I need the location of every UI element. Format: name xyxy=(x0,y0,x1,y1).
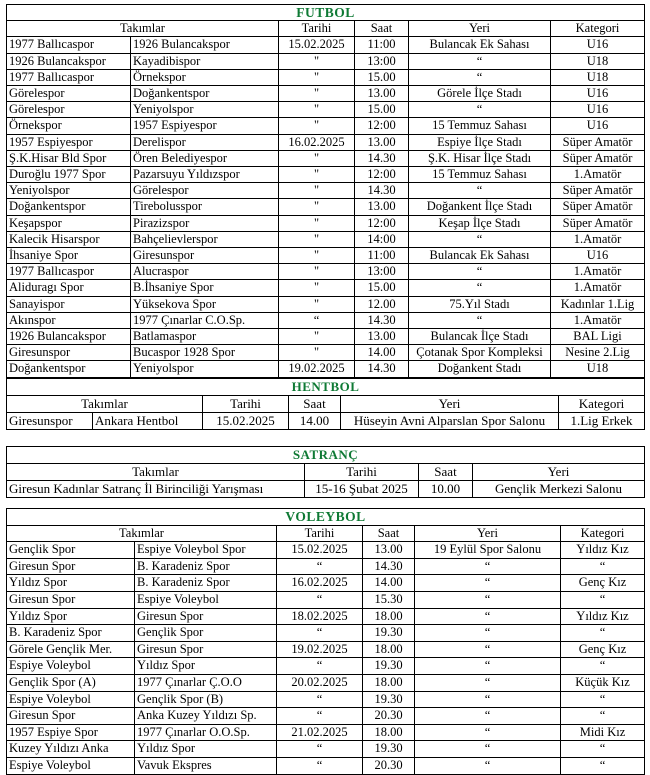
home-team: Örnekspor xyxy=(7,118,131,134)
home-team: Espiye Voleybol xyxy=(7,691,135,708)
venue: Bulancak Ek Sahası xyxy=(409,37,551,53)
away-team: B.İhsaniye Spor xyxy=(131,280,279,296)
match-time: 12:00 xyxy=(355,118,409,134)
venue: “ xyxy=(409,231,551,247)
match-time: 18.00 xyxy=(363,641,415,658)
venue: “ xyxy=(409,69,551,85)
match-time: 20.30 xyxy=(363,757,415,774)
match-date: 21.02.2025 xyxy=(277,724,363,741)
table-row xyxy=(7,199,645,215)
category: U18 xyxy=(551,53,645,69)
match-time: 19.30 xyxy=(363,625,415,642)
match-time: 19.30 xyxy=(363,691,415,708)
category: Genç Kız xyxy=(561,575,645,592)
match-time: 18.00 xyxy=(363,724,415,741)
category: Yıldız Kız xyxy=(561,542,645,559)
away-team: Yıldız Spor xyxy=(135,741,277,758)
match-date: " xyxy=(279,183,355,199)
away-team: Giresun Spor xyxy=(135,608,277,625)
match-time: 12.00 xyxy=(355,296,409,312)
header-category: Kategori xyxy=(559,396,645,413)
home-team: Yeniyolspor xyxy=(7,183,131,199)
venue: Keşap İlçe Stadı xyxy=(409,215,551,231)
match-time: 13.00 xyxy=(355,199,409,215)
home-team: 1926 Bulancakspor xyxy=(7,53,131,69)
away-team: Örnekspor xyxy=(131,69,279,85)
category: U16 xyxy=(551,248,645,264)
away-team: Yüksekova Spor xyxy=(131,296,279,312)
category: “ xyxy=(561,658,645,675)
away-team: Pazarsuyu Yıldızspor xyxy=(131,167,279,183)
category: U16 xyxy=(551,118,645,134)
table-row xyxy=(7,86,645,102)
header-venue: Yeri xyxy=(415,525,561,542)
home-team: Giresunspor xyxy=(7,413,93,430)
venue: Ş.K. Hisar İlçe Stadı xyxy=(409,150,551,166)
table-row xyxy=(7,248,645,264)
home-team: Kuzey Yıldızı Anka xyxy=(7,741,135,758)
category: “ xyxy=(561,691,645,708)
match-time: 14.00 xyxy=(355,345,409,361)
table-row xyxy=(7,215,645,231)
venue: 15 Temmuz Sahası xyxy=(409,167,551,183)
venue: “ xyxy=(409,102,551,118)
match-time: 19.30 xyxy=(363,658,415,675)
category: Süper Amatör xyxy=(551,134,645,150)
home-team: Giresun Spor xyxy=(7,591,135,608)
match-time: 19.30 xyxy=(363,741,415,758)
match-time: 14.00 xyxy=(363,575,415,592)
event-name: Giresun Kadınlar Satranç İl Birinciliği Yarışması xyxy=(7,481,305,498)
table-row xyxy=(7,118,645,134)
match-time: 14.30 xyxy=(363,558,415,575)
table-row xyxy=(7,625,645,642)
match-time: 14.30 xyxy=(355,312,409,328)
match-date: “ xyxy=(277,658,363,675)
away-team: Yıldız Spor xyxy=(135,658,277,675)
match-time: 12:00 xyxy=(355,167,409,183)
venue: Espiye İlçe Stadı xyxy=(409,134,551,150)
table-row xyxy=(7,329,645,345)
match-time: 15.00 xyxy=(355,69,409,85)
table-row xyxy=(7,542,645,559)
away-team: Pirazizspor xyxy=(131,215,279,231)
header-teams: Takımlar xyxy=(7,525,277,542)
home-team: Akınspor xyxy=(7,312,131,328)
match-time: 13:00 xyxy=(355,53,409,69)
header-date: Tarihi xyxy=(279,21,355,37)
table-row xyxy=(7,674,645,691)
match-date: " xyxy=(279,86,355,102)
venue: 75.Yıl Stadı xyxy=(409,296,551,312)
category: 1.Amatör xyxy=(551,280,645,296)
header-category: Kategori xyxy=(551,21,645,37)
category: 1.Lig Erkek xyxy=(559,413,645,430)
home-team: 1957 Espiyespor xyxy=(7,134,131,150)
match-date: 16.02.2025 xyxy=(279,134,355,150)
venue: Bulancak Ek Sahası xyxy=(409,248,551,264)
home-team: Giresunspor xyxy=(7,345,131,361)
category: “ xyxy=(561,708,645,725)
venue: “ xyxy=(415,708,561,725)
match-date: " xyxy=(279,264,355,280)
home-team: Görele Gençlik Mer. xyxy=(7,641,135,658)
venue: “ xyxy=(409,280,551,296)
header-date: Tarihi xyxy=(203,396,289,413)
category: U16 xyxy=(551,37,645,53)
table-row xyxy=(7,102,645,118)
away-team: Espiye Voleybol Spor xyxy=(135,542,277,559)
venue: “ xyxy=(415,674,561,691)
venue: Doğankent Stadı xyxy=(409,361,551,377)
table-row xyxy=(7,69,645,85)
header-date: Tarihi xyxy=(305,464,419,481)
home-team: İhsaniye Spor xyxy=(7,248,131,264)
table-row xyxy=(7,183,645,199)
header-teams: Takımlar xyxy=(7,396,203,413)
category: BAL Ligi xyxy=(551,329,645,345)
category: “ xyxy=(561,625,645,642)
away-team: Doğankentspor xyxy=(131,86,279,102)
table-row xyxy=(7,134,645,150)
match-date: " xyxy=(279,280,355,296)
header-time: Saat xyxy=(289,396,341,413)
home-team: Görelespor xyxy=(7,86,131,102)
home-team: 1926 Bulancakspor xyxy=(7,329,131,345)
voleybol-header-row xyxy=(7,525,645,542)
match-date: " xyxy=(279,296,355,312)
away-team: Alucraspor xyxy=(131,264,279,280)
category: Genç Kız xyxy=(561,641,645,658)
away-team: 1977 Çınarlar C.O.Sp. xyxy=(131,312,279,328)
match-time: 20.30 xyxy=(363,708,415,725)
voleybol-title: VOLEYBOL xyxy=(7,509,645,526)
category: Nesine 2.Lig xyxy=(551,345,645,361)
satranc-title: SATRANÇ xyxy=(7,447,645,464)
table-row xyxy=(7,361,645,377)
category: Midi Kız xyxy=(561,724,645,741)
away-team: Yeniyolspor xyxy=(131,361,279,377)
away-team: Gençlik Spor xyxy=(135,625,277,642)
venue: 19 Eylül Spor Salonu xyxy=(415,542,561,559)
satranc-header-row xyxy=(7,464,645,481)
venue: Görele İlçe Stadı xyxy=(409,86,551,102)
match-time: 13.00 xyxy=(355,134,409,150)
home-team: Kalecik Hisarspor xyxy=(7,231,131,247)
event-time: 10.00 xyxy=(419,481,473,498)
away-team: Gençlik Spor (B) xyxy=(135,691,277,708)
match-date: “ xyxy=(277,708,363,725)
match-date: " xyxy=(279,167,355,183)
header-date: Tarihi xyxy=(277,525,363,542)
match-date: " xyxy=(279,53,355,69)
table-row xyxy=(7,691,645,708)
away-team: Ankara Hentbol xyxy=(93,413,203,430)
home-team: Espiye Voleybol xyxy=(7,658,135,675)
table-row xyxy=(7,312,645,328)
home-team: Aliduragı Spor xyxy=(7,280,131,296)
satranc-table xyxy=(6,446,645,498)
match-time: 11:00 xyxy=(355,37,409,53)
venue: “ xyxy=(415,608,561,625)
match-time: 13:00 xyxy=(355,264,409,280)
home-team: Görelespor xyxy=(7,102,131,118)
away-team: Görelespor xyxy=(131,183,279,199)
table-row xyxy=(7,413,645,430)
match-date: “ xyxy=(277,757,363,774)
match-time: 14:00 xyxy=(355,231,409,247)
match-time: 15.00 xyxy=(355,280,409,296)
away-team: Batlamaspor xyxy=(131,329,279,345)
match-date: “ xyxy=(277,741,363,758)
futbol-title: FUTBOL xyxy=(7,5,645,21)
match-date: " xyxy=(279,215,355,231)
category: Süper Amatör xyxy=(551,199,645,215)
home-team: B. Karadeniz Spor xyxy=(7,625,135,642)
match-time: 14.30 xyxy=(355,183,409,199)
match-date: 20.02.2025 xyxy=(277,674,363,691)
category: Süper Amatör xyxy=(551,215,645,231)
table-row xyxy=(7,591,645,608)
venue: Bulancak İlçe Stadı xyxy=(409,329,551,345)
venue: 15 Temmuz Sahası xyxy=(409,118,551,134)
match-date: " xyxy=(279,69,355,85)
home-team: Duroğlu 1977 Spor xyxy=(7,167,131,183)
match-time: 15.00 xyxy=(355,102,409,118)
home-team: Gençlik Spor xyxy=(7,542,135,559)
match-time: 14.00 xyxy=(289,413,341,430)
home-team: Doğankentspor xyxy=(7,361,131,377)
match-time: 14.30 xyxy=(355,150,409,166)
away-team: Derelispor xyxy=(131,134,279,150)
table-row xyxy=(7,708,645,725)
match-time: 18.00 xyxy=(363,608,415,625)
home-team: Doğankentspor xyxy=(7,199,131,215)
hentbol-table xyxy=(6,378,645,430)
event-date: 15-16 Şubat 2025 xyxy=(305,481,419,498)
away-team: B. Karadeniz Spor xyxy=(135,558,277,575)
away-team: Ören Belediyespor xyxy=(131,150,279,166)
match-date: " xyxy=(279,102,355,118)
home-team: Yıldız Spor xyxy=(7,575,135,592)
away-team: Bucaspor 1928 Spor xyxy=(131,345,279,361)
away-team: B. Karadeniz Spor xyxy=(135,575,277,592)
header-time: Saat xyxy=(355,21,409,37)
hentbol-header-row xyxy=(7,396,645,413)
home-team: Espiye Voleybol xyxy=(7,757,135,774)
header-time: Saat xyxy=(363,525,415,542)
category: Küçük Kız xyxy=(561,674,645,691)
venue: “ xyxy=(415,575,561,592)
hentbol-title: HENTBOL xyxy=(7,379,645,396)
header-venue: Yeri xyxy=(341,396,559,413)
venue: Hüseyin Avni Alparslan Spor Salonu xyxy=(341,413,559,430)
home-team: Sanayispor xyxy=(7,296,131,312)
away-team: Vavuk Ekspres xyxy=(135,757,277,774)
home-team: Giresun Spor xyxy=(7,708,135,725)
match-time: 13.00 xyxy=(355,329,409,345)
venue: “ xyxy=(409,312,551,328)
category: Süper Amatör xyxy=(551,150,645,166)
venue: “ xyxy=(415,625,561,642)
match-time: 14.30 xyxy=(355,361,409,377)
match-time: 12:00 xyxy=(355,215,409,231)
category: 1.Amatör xyxy=(551,264,645,280)
venue: “ xyxy=(415,641,561,658)
table-row xyxy=(7,231,645,247)
home-team: 1957 Espiye Spor xyxy=(7,724,135,741)
table-row xyxy=(7,296,645,312)
match-date: “ xyxy=(279,312,355,328)
match-date: “ xyxy=(277,691,363,708)
match-date: 15.02.2025 xyxy=(203,413,289,430)
table-row xyxy=(7,724,645,741)
table-row xyxy=(7,264,645,280)
venue: “ xyxy=(415,724,561,741)
home-team: Keşapspor xyxy=(7,215,131,231)
match-date: “ xyxy=(277,625,363,642)
voleybol-table xyxy=(6,508,645,775)
category: Süper Amatör xyxy=(551,183,645,199)
category: 1.Amatör xyxy=(551,231,645,247)
venue: “ xyxy=(415,741,561,758)
venue: Gençlik Merkezi Salonu xyxy=(473,481,645,498)
away-team: Giresunspor xyxy=(131,248,279,264)
match-date: " xyxy=(279,199,355,215)
away-team: Tirebolusspor xyxy=(131,199,279,215)
category: U18 xyxy=(551,361,645,377)
match-date: " xyxy=(279,329,355,345)
venue: “ xyxy=(409,183,551,199)
home-team: 1977 Ballıcaspor xyxy=(7,37,131,53)
futbol-header-row xyxy=(7,21,645,37)
home-team: 1977 Ballıcaspor xyxy=(7,69,131,85)
home-team: 1977 Ballıcaspor xyxy=(7,264,131,280)
venue: “ xyxy=(415,558,561,575)
match-date: 15.02.2025 xyxy=(277,542,363,559)
match-date: 19.02.2025 xyxy=(279,361,355,377)
match-time: 15.30 xyxy=(363,591,415,608)
venue: “ xyxy=(415,658,561,675)
home-team: Gençlik Spor (A) xyxy=(7,674,135,691)
table-row xyxy=(7,53,645,69)
table-row xyxy=(7,481,645,498)
away-team: Anka Kuzey Yıldızı Sp. xyxy=(135,708,277,725)
category: U16 xyxy=(551,102,645,118)
away-team: 1977 Çınarlar Ç.O.O xyxy=(135,674,277,691)
venue: “ xyxy=(415,691,561,708)
venue: “ xyxy=(409,53,551,69)
category: U18 xyxy=(551,69,645,85)
match-time: 13.00 xyxy=(355,86,409,102)
away-team: Giresun Spor xyxy=(135,641,277,658)
category: “ xyxy=(561,591,645,608)
category: “ xyxy=(561,757,645,774)
table-row xyxy=(7,280,645,296)
table-row xyxy=(7,150,645,166)
away-team: 1957 Espiyespor xyxy=(131,118,279,134)
match-date: " xyxy=(279,231,355,247)
venue: “ xyxy=(415,757,561,774)
away-team: Espiye Voleybol xyxy=(135,591,277,608)
match-date: " xyxy=(279,248,355,264)
futbol-table xyxy=(6,4,645,378)
table-row xyxy=(7,558,645,575)
category: 1.Amatör xyxy=(551,312,645,328)
away-team: Bahçelievlerspor xyxy=(131,231,279,247)
home-team: Ş.K.Hisar Bld Spor xyxy=(7,150,131,166)
match-time: 18.00 xyxy=(363,674,415,691)
home-team: Giresun Spor xyxy=(7,558,135,575)
match-date: " xyxy=(279,345,355,361)
match-date: “ xyxy=(277,591,363,608)
home-team: Yıldız Spor xyxy=(7,608,135,625)
header-venue: Yeri xyxy=(409,21,551,37)
category: Yıldız Kız xyxy=(561,608,645,625)
category: U16 xyxy=(551,86,645,102)
category: “ xyxy=(561,741,645,758)
venue: “ xyxy=(409,264,551,280)
table-row xyxy=(7,575,645,592)
match-date: 18.02.2025 xyxy=(277,608,363,625)
table-row xyxy=(7,741,645,758)
match-time: 13.00 xyxy=(363,542,415,559)
table-row xyxy=(7,608,645,625)
match-date: 16.02.2025 xyxy=(277,575,363,592)
away-team: 1926 Bulancakspor xyxy=(131,37,279,53)
match-date: 15.02.2025 xyxy=(279,37,355,53)
header-teams: Takımlar xyxy=(7,21,279,37)
venue: Doğankent İlçe Stadı xyxy=(409,199,551,215)
header-category: Kategori xyxy=(561,525,645,542)
venue: “ xyxy=(415,591,561,608)
away-team: Kayadibispor xyxy=(131,53,279,69)
away-team: 1977 Çınarlar O.O.Sp. xyxy=(135,724,277,741)
match-date: 19.02.2025 xyxy=(277,641,363,658)
venue: Çotanak Spor Kompleksi xyxy=(409,345,551,361)
match-date: " xyxy=(279,150,355,166)
table-row xyxy=(7,345,645,361)
table-row xyxy=(7,658,645,675)
category: 1.Amatör xyxy=(551,167,645,183)
table-row xyxy=(7,757,645,774)
header-time: Saat xyxy=(419,464,473,481)
header-teams: Takımlar xyxy=(7,464,305,481)
table-row xyxy=(7,641,645,658)
away-team: Yeniyolspor xyxy=(131,102,279,118)
match-time: 11:00 xyxy=(355,248,409,264)
category: “ xyxy=(561,558,645,575)
header-venue: Yeri xyxy=(473,464,645,481)
table-row xyxy=(7,167,645,183)
table-row xyxy=(7,37,645,53)
category: Kadınlar 1.Lig xyxy=(551,296,645,312)
match-date: “ xyxy=(277,558,363,575)
match-date: " xyxy=(279,118,355,134)
